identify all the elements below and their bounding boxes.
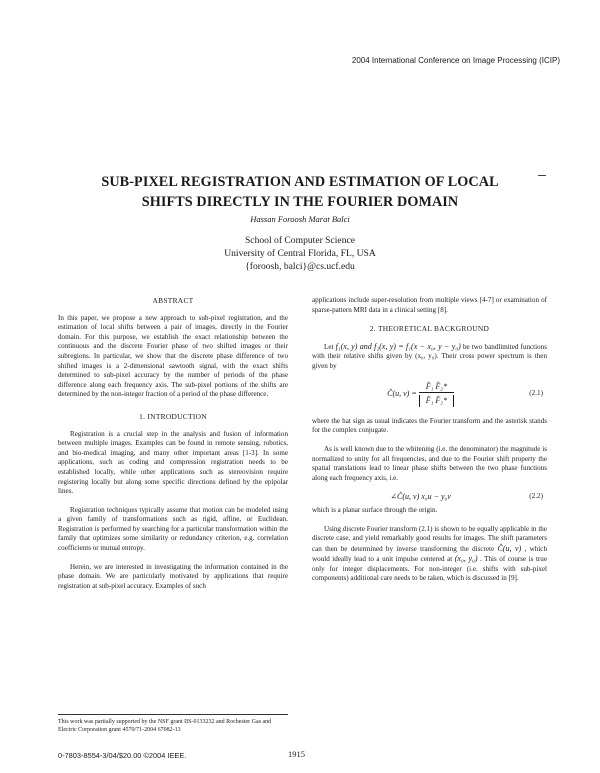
shift-coordinates-math: (x₀, y₀) [454,554,478,564]
paper-title [40,172,560,212]
right-continuation: applications include super-resolution from multiple views [4-7] or examination of sparse-pattern MRI data in a clinical setting [8]. [312,296,547,314]
theory-paragraph-5 [312,525,547,585]
intro-paragraph-2: Registration techniques typically assume that motion can be modeled using a given family of transformations such as rigid, affine, or Euclidean. Registration is performed by searching for a particular transformation within the family that optimizes some similarity or redundancy criterion, e.g. correlation coefficients or mutual entropy. [58,505,288,553]
isbn-copyright: 0-7803-8554-3/04/$20.00 ©2004 IEEE. [58,751,187,760]
theory-paragraph-1 [312,342,547,372]
affiliation-university: University of Central Florida, FL, USA [224,248,376,259]
equation-2-2-label: (2.2) [529,492,543,501]
theory-paragraph-2: where the hat sign as usual indicates the Fourier transform and the asterisk stands for the complex conjugate. [312,416,547,435]
authors: Hassan Foroosh Marat Balci [250,214,350,224]
right-column [312,296,547,593]
equation-2-1-lhs: Ĉ(u, v) = [387,388,417,398]
theory-paragraph-5-part-2: , which would ideally lead to a unit impulse centered at [312,544,548,564]
affiliation-school: School of Computer Science [244,235,356,246]
theory-heading: 2. THEORETICAL BACKGROUND [369,324,490,334]
equation-2-1 [312,381,547,407]
theory-paragraph-1-rest: be two bandlimited functions with their relative shifts given by (x₀, y₀). Their cross power spectrum is then given by [312,342,547,370]
title-line-1: SUB-PIXEL REGISTRATION AND ESTIMATION OF LOCAL [101,174,499,190]
let-word: Let [324,342,334,351]
intro-paragraph-3: Herein, we are interested in investigating the information contained in the phase domain. We are particularly motivated by applications that require registration at sub-pixel accuracy. Examples of such [58,562,288,590]
theory-paragraph-5-part-1: Using discrete Fourier transform (2.1) is shown to be equally applicable in the discrete case, and yield remarkably good results for images. The shift parameters can then be determined by inverse transforming the discrete [312,524,547,553]
title-line-2: SHIFTS DIRECTLY IN THE FOURIER DOMAIN [141,194,459,210]
funding-footnote: This work was partially supported by the NSF grant IIS-0133232 and Rochester Gas and Electric Corporation grant 4570/71-2004 67082-13 [58,714,288,734]
page-number: 1915 [288,749,305,759]
abstract-text: In this paper, we propose a new approach to sub-pixel registration, and the estimation of local shifts between a pair of images, directly in the Fourier domain. For this purpose, we establish the exact relationship between the continuous and the discrete Fourier phase of two shifted images or their subregions. In particular, we show that the discrete phase difference of two shifted images is a 2-dimensional sawtooth signal, with the exact shifts determined to sub-pixel accuracy by the number of periods of the phase difference along each frequency axis. The sub-pixel portions of the shifts are determined by the non-integer fraction of a period of the phase difference. [58,313,288,399]
affiliation-email: {foroosh, balci}@cs.ucf.edu [245,261,355,272]
abstract-heading: ABSTRACT [152,296,194,305]
equation-2-1-denominator: F̂₁ F̂₂* [419,395,454,407]
introduction-heading: 1. INTRODUCTION [139,411,207,421]
equation-2-1-fraction [419,381,454,407]
conference-header: 2004 International Conference on Image Processing (ICIP) [351,56,560,65]
function-definition-math: f₁(x, y) and f₂(x, y) = f₁(x − x₀, y − y₀) [335,341,461,351]
theory-paragraph-4: which is a planar surface through the origin. [312,505,438,514]
equation-2-1-label: (2.1) [529,388,543,397]
theory-paragraph-5-part-3: . This of course is true only for integer displacements. For non-integer (i.e. shifts with sub-pixel components) additional care needs to be taken, which is discussed in [9]. [312,555,547,583]
theory-paragraph-3: As is well known due to the whitening (i.e. the denominator) the magnitude is normalized to unity for all frequencies, and due to the Fourier shift property the spatial translations lead to linear phase shifts between the two phase functions along each frequency axis, i.e. [312,444,547,482]
equation-2-1-body [312,381,529,407]
equation-2-2 [312,492,547,502]
equation-2-1-numerator: F̂₁ F̂₂* [419,381,454,394]
equation-2-2-body: ∠Ĉ(u, v) x₀u − y₀v [390,492,451,502]
intro-paragraph-1: Registration is a crucial step in the analysis and fusion of information between multiple images. Examples can be found in remote sensing, robotics, and bio-medical imaging, and many other important areas [1-3]. In some applications, such as coding and compression registration needs to be established locally, while other applications such as stereovision require registering locally but along some specific directions defined by the epipolar lines. [58,429,288,496]
left-column [58,296,288,600]
cross-power-math: Ĉ(u, v) [497,543,522,553]
